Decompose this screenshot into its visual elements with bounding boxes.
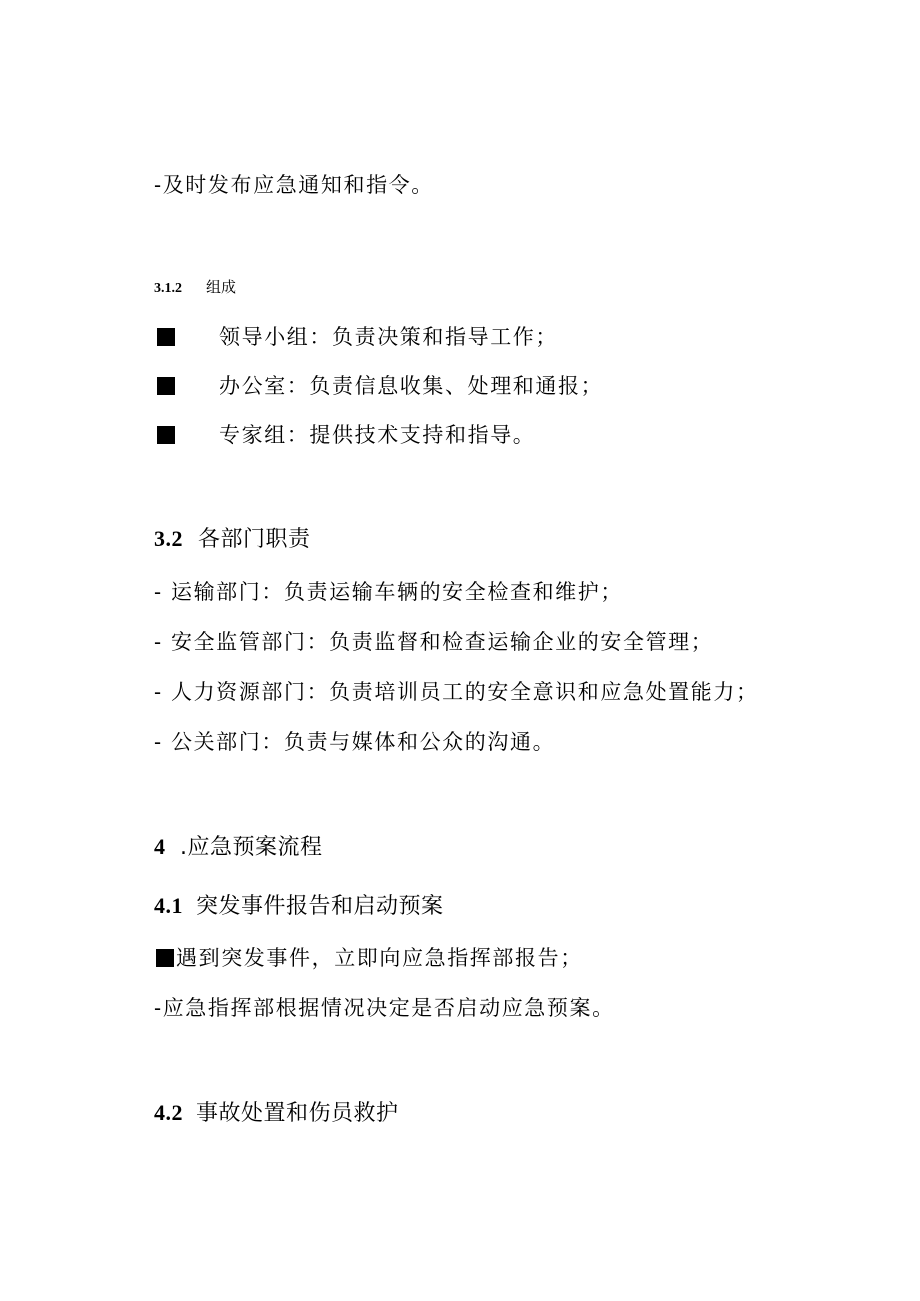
square-bullet-icon <box>157 328 175 346</box>
bullet-item-leadership <box>157 327 558 348</box>
section-number: 3.2 <box>154 526 183 551</box>
section-number: 3.1.2 <box>154 281 182 296</box>
list-item-pr-dept: - 公关部门：负责与媒体和公众的沟通。 <box>154 730 556 754</box>
list-item-decide-activation: -应急指挥部根据情况决定是否启动应急预案。 <box>154 996 615 1020</box>
section-heading-4-2 <box>154 1102 399 1125</box>
section-title: .应急预案流程 <box>180 835 323 860</box>
bullet-item-experts <box>157 425 535 446</box>
square-bullet-icon <box>157 377 175 395</box>
section-heading-3-2 <box>154 528 311 551</box>
bullet-text: 领导小组：负责决策和指导工作； <box>219 325 558 349</box>
section-heading-4 <box>154 836 323 859</box>
list-item-safety-dept: - 安全监管部门：负责监督和检查运输企业的安全管理； <box>154 630 714 654</box>
section-heading-3-1-2 <box>154 280 236 296</box>
list-item-issue-notices: -及时发布应急通知和指令。 <box>154 173 434 197</box>
square-bullet-icon <box>157 426 175 444</box>
bullet-item-office <box>157 376 603 397</box>
section-number: 4.1 <box>154 893 183 918</box>
bullet-text: 办公室：负责信息收集、处理和通报； <box>219 374 604 398</box>
list-item-transport-dept: - 运输部门：负责运输车辆的安全检查和维护； <box>154 580 623 604</box>
section-heading-4-1 <box>154 895 444 918</box>
section-title: 组成 <box>206 278 237 296</box>
section-title: 事故处置和伤员救护 <box>196 1101 399 1126</box>
square-bullet-icon <box>156 949 174 967</box>
bullet-text: 遇到突发事件，立即向应急指挥部报告； <box>176 946 583 970</box>
bullet-item-report-incident <box>156 948 583 969</box>
section-number: 4.2 <box>154 1100 183 1125</box>
section-title: 突发事件报告和启动预案 <box>196 894 444 919</box>
bullet-text: 专家组：提供技术支持和指导。 <box>219 423 536 447</box>
section-title: 各部门职责 <box>198 527 311 552</box>
list-item-hr-dept: - 人力资源部门：负责培训员工的安全意识和应急处置能力； <box>154 680 759 704</box>
section-number: 4 <box>154 834 166 859</box>
